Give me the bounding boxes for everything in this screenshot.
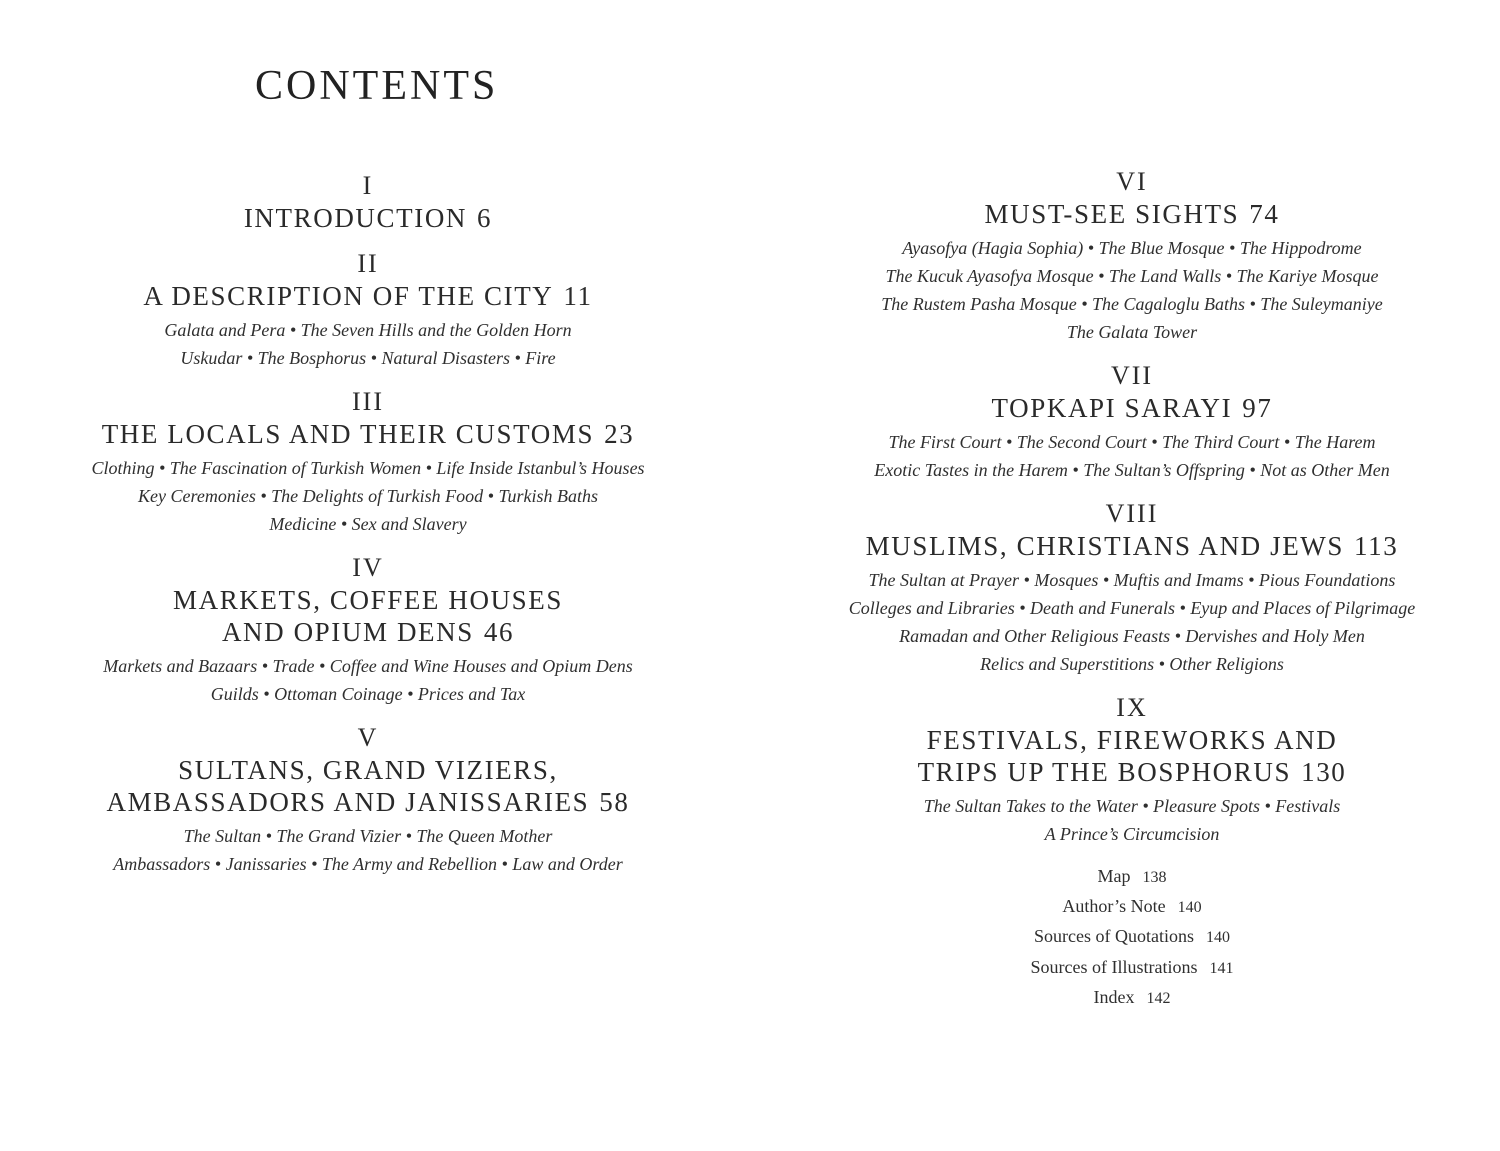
chapter-numeral: V [357, 723, 379, 752]
back-matter-page: 141 [1209, 959, 1234, 977]
back-matter-list [822, 862, 1442, 1013]
chapter-numeral: IV [352, 553, 384, 582]
back-matter-page: 140 [1205, 929, 1230, 947]
chapter-subtopics [58, 822, 678, 878]
chapter-title: THE LOCALS AND THEIR CUSTOMS [101, 419, 595, 449]
chapter-title: SULTANS, GRAND VIZIERS, AMBASSADORS AND JANISSARIES [106, 755, 590, 817]
chapter-page-number: 23 [604, 419, 635, 449]
subtopic-line: Guilds • Ottoman Coinage • Prices and Tax [210, 684, 526, 704]
subtopic-line: The Sultan Takes to the Water • Pleasure Spots • Festivals [923, 796, 1341, 816]
chapter-subtopics [58, 652, 678, 708]
chapter-heading [822, 724, 1442, 788]
chapter-numeral: IX [1116, 693, 1148, 722]
chapter-entry [58, 722, 678, 878]
chapter-page-number: 46 [483, 617, 515, 647]
chapter-page-number: 130 [1301, 757, 1347, 787]
chapter-page-number: 58 [599, 787, 630, 817]
chapter-numeral: VI [1116, 167, 1148, 196]
chapter-title: INTRODUCTION [243, 203, 468, 233]
chapter-numeral: II [357, 249, 379, 278]
chapter-title: TOPKAPI SARAYI [991, 393, 1233, 423]
chapter-page-number: 6 [477, 203, 493, 233]
back-matter-label: Author’s Note [1062, 896, 1166, 917]
subtopic-line: Medicine • Sex and Slavery [269, 514, 467, 534]
subtopic-line: Ayasofya (Hagia Sophia) • The Blue Mosque • The Hippodrome [902, 238, 1362, 258]
chapter-numeral: III [352, 387, 384, 416]
back-matter-item [822, 983, 1442, 1013]
subtopic-line: Markets and Bazaars • Trade • Coffee and Wine Houses and Opium Dens [103, 656, 633, 676]
chapter-heading [58, 418, 678, 450]
chapter-heading [58, 280, 678, 312]
chapter-entry [58, 552, 678, 708]
chapter-heading [58, 202, 678, 234]
subtopic-line: Ramadan and Other Religious Feasts • Dervishes and Holy Men [899, 626, 1365, 646]
chapter-title: FESTIVALS, FIREWORKS AND TRIPS UP THE BOSPHORUS [917, 725, 1338, 787]
chapter-subtopics [822, 792, 1442, 848]
back-matter-page: 142 [1146, 989, 1171, 1007]
subtopic-line: The Rustem Pasha Mosque • The Cagaloglu Baths • The Suleymaniye [881, 294, 1383, 314]
chapter-subtopics [822, 234, 1442, 346]
subtopic-line: Exotic Tastes in the Harem • The Sultan’s Offspring • Not as Other Men [874, 460, 1390, 480]
subtopic-line: Key Ceremonies • The Delights of Turkish Food • Turkish Baths [138, 486, 598, 506]
back-matter-label: Sources of Quotations [1034, 926, 1194, 947]
chapter-entry [822, 498, 1442, 678]
chapter-entry [822, 692, 1442, 848]
back-matter-label: Index [1093, 986, 1135, 1007]
chapter-entry [822, 166, 1442, 346]
chapter-heading [822, 530, 1442, 562]
chapter-subtopics [58, 454, 678, 538]
subtopic-line: Ambassadors • Janissaries • The Army and Rebellion • Law and Order [113, 854, 623, 874]
chapter-numeral: VIII [1105, 499, 1159, 528]
back-matter-label: Sources of Illustrations [1030, 956, 1198, 977]
chapter-page-number: 11 [563, 281, 593, 311]
subtopic-line: The First Court • The Second Court • The Third Court • The Harem [888, 432, 1376, 452]
subtopic-line: Colleges and Libraries • Death and Funerals • Eyup and Places of Pilgrimage [848, 598, 1416, 618]
back-matter-page: 138 [1142, 869, 1167, 886]
chapter-heading [822, 392, 1442, 424]
chapter-title: A DESCRIPTION OF THE CITY [143, 281, 554, 311]
subtopic-line: The Kucuk Ayasofya Mosque • The Land Walls • The Kariye Mosque [885, 266, 1379, 286]
chapter-title: MARKETS, COFFEE HOUSES AND OPIUM DENS [172, 585, 563, 647]
back-matter-page: 140 [1177, 899, 1202, 917]
chapter-title: MUSLIMS, CHRISTIANS AND JEWS [865, 531, 1345, 561]
chapter-subtopics [822, 566, 1442, 678]
page-title: CONTENTS [255, 63, 499, 109]
chapter-title: MUST-SEE SIGHTS [984, 199, 1240, 229]
subtopic-line: Uskudar • The Bosphorus • Natural Disasters • Fire [180, 348, 556, 368]
chapter-page-number: 97 [1242, 393, 1273, 423]
chapter-entry [58, 248, 678, 372]
chapter-heading [822, 198, 1442, 230]
subtopic-line: Relics and Superstitions • Other Religions [980, 654, 1284, 674]
back-matter-item [822, 953, 1442, 983]
chapter-heading [58, 754, 678, 818]
chapter-entry [822, 360, 1442, 484]
chapter-page-number: 74 [1249, 199, 1280, 229]
chapter-subtopics [58, 316, 678, 372]
chapter-page-number: 113 [1354, 531, 1399, 561]
chapter-heading [58, 584, 678, 648]
back-matter-item [822, 862, 1442, 892]
back-matter-item [822, 922, 1442, 952]
contents-right-column [822, 166, 1442, 1013]
subtopic-line: Clothing • The Fascination of Turkish Women • Life Inside Istanbul’s Houses [91, 458, 645, 478]
chapter-numeral: VII [1110, 361, 1154, 390]
back-matter-item [822, 892, 1442, 922]
subtopic-line: Galata and Pera • The Seven Hills and the Golden Horn [164, 320, 572, 340]
chapter-subtopics [822, 428, 1442, 484]
subtopic-line: The Sultan • The Grand Vizier • The Queen Mother [183, 826, 553, 846]
contents-left-column [58, 170, 678, 878]
chapter-entry [58, 386, 678, 538]
chapter-numeral: I [362, 171, 374, 200]
subtopic-line: The Galata Tower [1066, 322, 1198, 342]
subtopic-line: A Prince’s Circumcision [1044, 824, 1220, 844]
chapter-entry [58, 170, 678, 234]
subtopic-line: The Sultan at Prayer • Mosques • Muftis and Imams • Pious Foundations [868, 570, 1396, 590]
back-matter-label: Map [1097, 866, 1131, 886]
